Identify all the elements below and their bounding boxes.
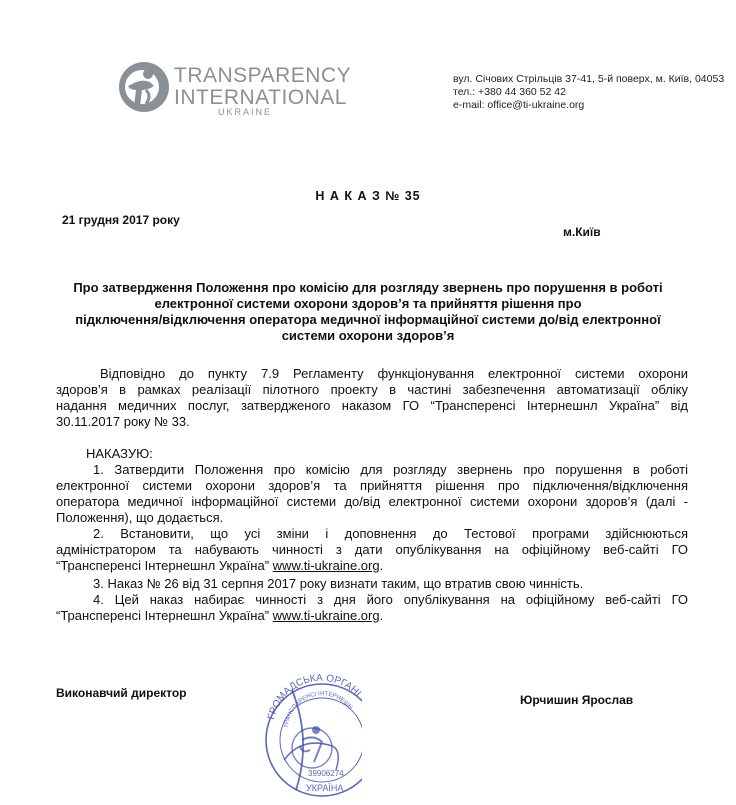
signatory-name: Юрчишин Ярослав bbox=[520, 693, 634, 707]
seal-code: 39906274 bbox=[308, 769, 344, 778]
order-number: Н А К А З № 35 bbox=[315, 189, 421, 203]
seal-text-top: ГРОМАДСЬКА ОРГАН bbox=[266, 672, 361, 721]
item-1-line-3: оператора медичної інформаційної системи до/від електронної системи охорони здоров’я (далі - bbox=[56, 494, 688, 509]
order-city: м.Київ bbox=[563, 225, 601, 239]
phone: тел.: +380 44 360 52 42 bbox=[453, 86, 566, 98]
item-4-line-2 bbox=[56, 608, 383, 623]
item-2-line-2: адміністратором та набувають чинності з дати опублікування на офіційному веб-сайті ГО bbox=[56, 542, 688, 557]
item-2-period: . bbox=[379, 558, 384, 573]
order-date: 21 грудня 2017 року bbox=[62, 213, 180, 227]
item-3-line: 3. Наказ № 26 від 31 серпня 2017 року визнати таким, що втратив свою чинність. bbox=[93, 576, 584, 591]
logo-emblem-icon bbox=[118, 60, 368, 120]
item-1-line-2: електронної системи охорони здоров’я та прийняття рішення про підключення/відключення bbox=[56, 478, 688, 493]
logo-text-line1: TRANSPARENCY bbox=[174, 64, 352, 87]
item-4-period: . bbox=[379, 608, 384, 623]
title-line-3: підключення/відключення оператора медичної інформаційної системи до/від електронної bbox=[75, 312, 661, 327]
item-2-line-1: 2. Встановити, що усі зміни і доповнення до Тестової програми здійснюються bbox=[93, 526, 688, 541]
item-2-line-3 bbox=[56, 558, 383, 573]
signatory-position: Виконавчий директор bbox=[56, 686, 187, 700]
title-line-4: системи охорони здоров’я bbox=[281, 328, 455, 343]
logo-text-line3: UKRAINE bbox=[218, 107, 273, 117]
item-4-line-1: 4. Цей наказ набирає чинності з дня його опублікування на офіційному веб-сайті ГО bbox=[93, 592, 688, 607]
preamble-line-3: надання медичних послуг, затвердженого наказом ГО “Трансперенсі Інтернешнл Україна” від bbox=[56, 398, 688, 413]
item-4-org-name: “Трансперенсі Інтернешнл Україна” bbox=[56, 608, 270, 623]
email: e-mail: office@ti-ukraine.org bbox=[453, 99, 585, 111]
nakazuyu-heading: НАКАЗУЮ: bbox=[86, 446, 153, 461]
official-seal bbox=[262, 650, 362, 800]
preamble-line-4: 30.11.2017 року № 33. bbox=[56, 414, 190, 429]
item-2-org-name: “Трансперенсі Інтернешнл Україна” bbox=[56, 558, 270, 573]
seal-stamp-icon bbox=[262, 650, 362, 800]
seal-text-inner: ТРАНСПАРЕНСІ ІНТЕРНЕШН bbox=[283, 691, 353, 729]
website-link-1[interactable]: www.ti-ukraine.org bbox=[272, 558, 380, 573]
preamble-line-2: здоров’я в рамках реалізації пілотного проекту в частині забезпечення автоматизації обліку bbox=[56, 382, 688, 397]
item-1-line-1: 1. Затвердити Положення про комісію для розгляду звернень про порушення в роботі bbox=[93, 462, 688, 477]
address: вул. Січових Стрільців 37-41, 5-й поверх, м. Київ, 04053 bbox=[453, 73, 725, 85]
website-link-2[interactable]: www.ti-ukraine.org bbox=[272, 608, 380, 623]
title-line-2: електронної системи охорони здоров’я та прийняття рішення про bbox=[154, 296, 582, 311]
logo-text-line2: INTERNATIONAL bbox=[174, 86, 347, 109]
item-1-line-4: Положення), що додається. bbox=[56, 510, 224, 525]
seal-text-bottom: УКРАЇНА bbox=[306, 783, 344, 793]
title-line-1: Про затвердження Положення про комісію для розгляду звернень про порушення в роботі bbox=[73, 280, 663, 295]
preamble-line-1: Відповідно до пункту 7.9 Регламенту функціонування електронної системи охорони bbox=[100, 366, 688, 381]
organization-logo bbox=[118, 60, 368, 120]
